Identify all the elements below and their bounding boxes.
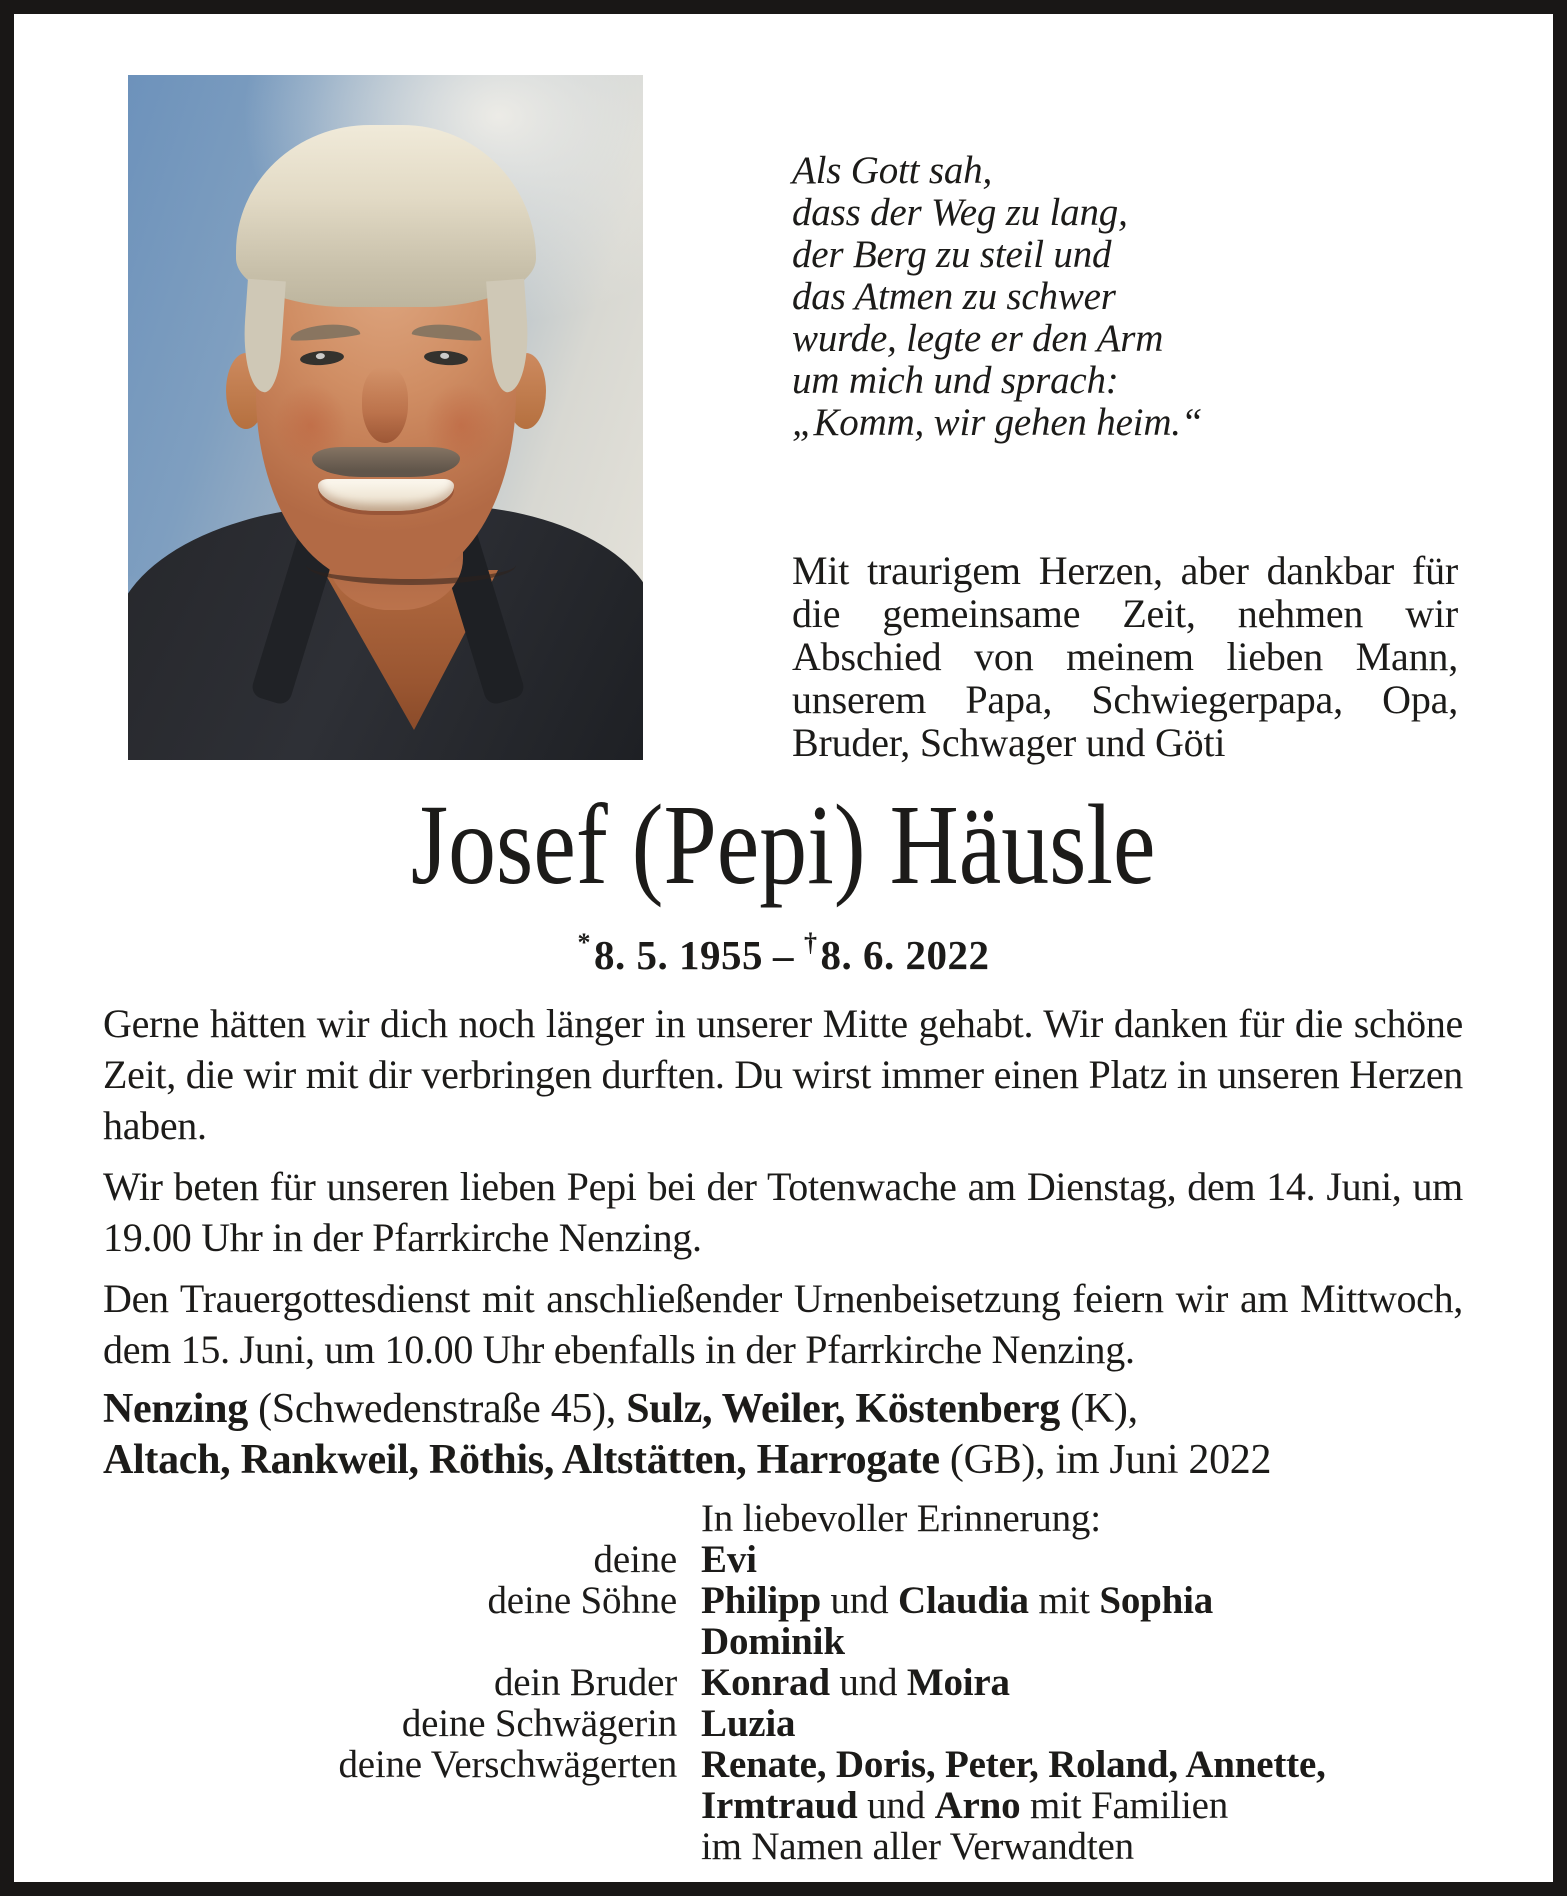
relation-label <box>103 1785 677 1826</box>
relation-label: deine Söhne <box>487 1579 677 1622</box>
relation-label <box>103 1826 677 1867</box>
chin-shadow-shape <box>306 545 516 585</box>
poem-line: dass der Weg zu lang, <box>792 191 1128 234</box>
poem-line: „Komm, wir gehen heim.“ <box>792 401 1203 444</box>
poem-line: Als Gott sah, <box>792 149 992 192</box>
farewell-intro-text: Mit traurigem Herzen, aber dankbar für die gemeinsame Zeit, nehmen wir Abschied von meinem lieben Mann, unserem Papa, Schwiegerpapa, Opa, Bruder, Schwager und Göti <box>792 548 1458 765</box>
relative-names: Konrad und Moira <box>701 1661 1010 1704</box>
memorial-poem <box>792 150 1392 444</box>
places-and-date-block <box>103 1384 1503 1486</box>
gratitude-paragraph: Gerne hätten wir dich noch länger in unserer Mitte gehabt. Wir danken für die schöne Zeit, die wir mit dir verbringen durften. Du wirst immer einen Platz in unseren Herzen haben. <box>103 1001 1463 1148</box>
deceased-name: Josef (Pepi) Häusle <box>411 781 1156 908</box>
gray-hair-shape <box>236 125 536 307</box>
remembrance-row <box>103 1826 1503 1867</box>
poem-line: wurde, legte er den Arm <box>792 317 1164 360</box>
remembrance-row <box>103 1785 1503 1826</box>
places-line-2: Altach, Rankweil, Röthis, Altstätten, Harrogate (GB), im Juni 2022 <box>103 1437 1272 1483</box>
death-date: 8. 6. 2022 <box>820 932 990 978</box>
remembrance-row <box>103 1580 1503 1621</box>
poem-line: um mich und sprach: <box>792 359 1119 402</box>
portrait-photo <box>128 75 643 760</box>
relation-label: deine Schwägerin <box>401 1702 677 1745</box>
relative-names: Evi <box>701 1538 757 1581</box>
relation-label: deine <box>593 1538 677 1581</box>
remembrance-row <box>103 1744 1503 1785</box>
relative-names: im Namen aller Verwandten <box>701 1825 1134 1868</box>
remembrance-row <box>103 1703 1503 1744</box>
nose-shape <box>362 367 408 443</box>
relative-names: Philipp und Claudia mit Sophia <box>701 1579 1214 1622</box>
birth-star-icon: * <box>577 928 591 957</box>
totenwache-paragraph: Wir beten für unseren lieben Pepi bei der Totenwache am Dienstag, dem 14. Juni, um 19.00 Uhr in der Pfarrkirche Nenzing. <box>103 1164 1463 1260</box>
relation-label <box>103 1621 677 1662</box>
birth-date: 8. 5. 1955 <box>594 932 763 978</box>
relation-label: deine Verschwägerten <box>338 1743 677 1786</box>
remembrance-row <box>103 1662 1503 1703</box>
trauergottesdienst-paragraph: Den Trauergottesdienst mit anschließender Urnenbeisetzung feiern wir am Mittwoch, dem 15. Juni, um 10.00 Uhr ebenfalls in der Pfarrkirche Nenzing. <box>103 1276 1463 1372</box>
dates-separator: – <box>773 932 794 978</box>
relative-names: Dominik <box>701 1620 845 1663</box>
mustache-shape <box>312 447 460 477</box>
relative-names: Renate, Doris, Peter, Roland, Annette, <box>701 1743 1326 1786</box>
relative-names: Luzia <box>701 1702 796 1745</box>
announcement-paragraphs <box>103 998 1463 1385</box>
remembrance-row <box>103 1539 1503 1580</box>
poem-line: das Atmen zu schwer <box>792 275 1116 318</box>
remembrance-row <box>103 1621 1503 1662</box>
relation-label: dein Bruder <box>494 1661 677 1704</box>
poem-line: der Berg zu steil und <box>792 233 1112 276</box>
deceased-name-title <box>0 782 1567 907</box>
remembrance-heading: In liebevoller Erinnerung: <box>701 1497 1101 1540</box>
life-dates <box>0 928 1567 979</box>
places-line-1: Nenzing (Schwedenstraße 45), Sulz, Weiler, Köstenberg (K), <box>103 1386 1138 1432</box>
remembrance-list <box>103 1498 1503 1867</box>
relative-names: Irmtraud und Arno mit Familien <box>701 1784 1229 1827</box>
death-cross-icon: † <box>804 928 818 957</box>
